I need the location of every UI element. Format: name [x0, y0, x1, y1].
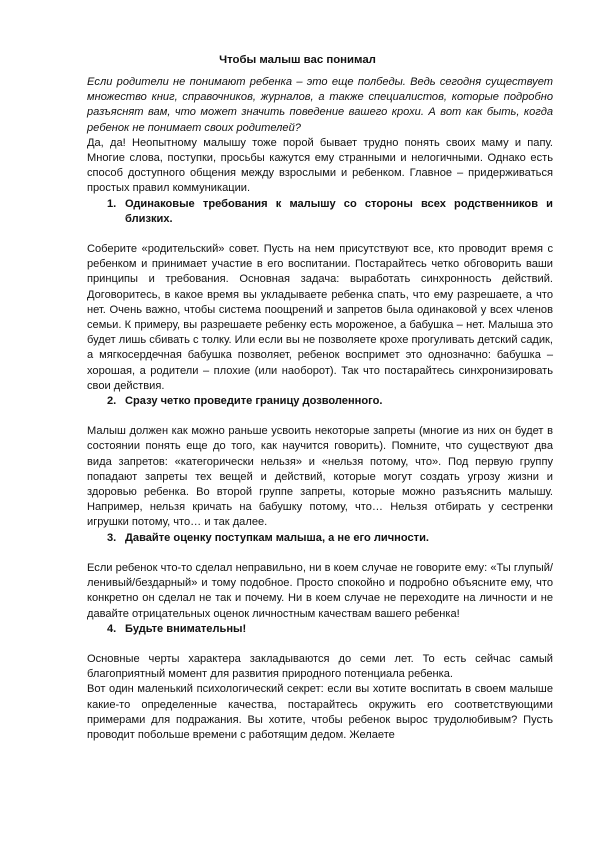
lead-paragraph: Да, да! Неопытному малышу тоже порой бывает трудно понять своих маму и папу. Многие слова, поступки, просьбы кажутся ему странными и нелогичными. Однако есть способ доступного общения между взрослыми и ребенком. Главное – придерживаться простых правил коммуникации. — [87, 136, 553, 195]
section-1-paragraph: Соберите «родительский» совет. Пусть на нем присутствуют все, кто проводит время с ребенком и принимает участие в его воспитании. Постарайтесь четко обговорить ваши принципы и требования. Основная задача: выработать синхронность действий. Договоритесь, в какое время вы укладываете ребенка спать, что ему разрешаете, а что нет. Очень важно, чтобы система поощрений и запретов была одинаковой у всех членов семьи. К примеру, вы разрешаете ребенку есть мороженое, а бабушка – нет. Малыша это будет лишь сбивать с толку. Или если вы не позволяете крохе прогуливать детский садик, а мягкосердечная бабушка позволяет, ребенок воспримет это однозначно: бабушка – хорошая, а родители – плохие (или наоборот). Так что постарайтесь синхронизировать свои действия. — [87, 243, 553, 392]
document-body — [87, 75, 553, 743]
section-heading-text: Одинаковые требования к малышу со стороны всех родственников и близких. — [125, 197, 553, 225]
section-3-paragraph: Если ребенок что-то сделал неправильно, ни в коем случае не говорите ему: «Ты глупый/ленивый/бездарный» и тому подобное. Просто спокойно и подробно объясните ему, что конкретно он сделал не так и почему. Ни в коем случае не переходите на личности и не давайте отрицательных оценок личностным качествам вашего ребенка! — [87, 561, 553, 620]
section-heading-text: Будьте внимательны! — [125, 622, 247, 635]
section-number: 2. — [107, 395, 117, 408]
section-heading-4 — [107, 622, 553, 637]
section-heading-1 — [107, 197, 553, 227]
section-4-paragraph-1: Основные черты характера закладываются до семи лет. То есть сейчас самый благоприятный момент для развития природного потенциала ребенка. — [87, 652, 553, 681]
section-heading-2 — [107, 394, 553, 409]
section-heading-3 — [107, 531, 553, 546]
section-number: 1. — [107, 197, 117, 210]
section-4-paragraph-2: Вот один маленький психологический секрет: если вы хотите воспитать в своем малыше какие-то определенные качества, постарайтесь окружить его соответствующими примерами для подражания. Вы хотите, чтобы ребенок вырос трудолюбивым? Пусть проводит побольше времени с работящим дедом. Желаете — [87, 683, 553, 741]
section-number: 4. — [107, 622, 117, 635]
section-2-paragraph: Малыш должен как можно раньше усвоить некоторые запреты (многие из них он будет в состоянии понять еще до того, как научится говорить). Помните, что существуют два вида запретов: «категорически нельзя» и «нельзя потому, что». Под первую группу попадают запреты тех вещей и действий, которые могут создать угрозу жизни и здоровью ребенка. Во второй группе запреты, которые можно разъяснить малышу. Например, нельзя кричать на бабушку потому, что… Нельзя отбирать у сестренки игрушки потому, что… и так далее. — [87, 425, 553, 529]
section-heading-text: Давайте оценку поступкам малыша, а не его личности. — [125, 531, 429, 544]
document-title: Чтобы малыш вас понимал — [219, 54, 376, 66]
section-number: 3. — [107, 531, 117, 544]
section-heading-text: Сразу четко проведите границу дозволенного. — [125, 395, 383, 408]
intro-paragraph: Если родители не понимают ребенка – это еще полбеды. Ведь сегодня существует множество книг, справочников, журналов, а также специалистов, которые подробно разъяснят вам, что может значить поведение вашего крохи. А вот как быть, когда ребенок не понимает своих родителей? — [87, 76, 553, 134]
